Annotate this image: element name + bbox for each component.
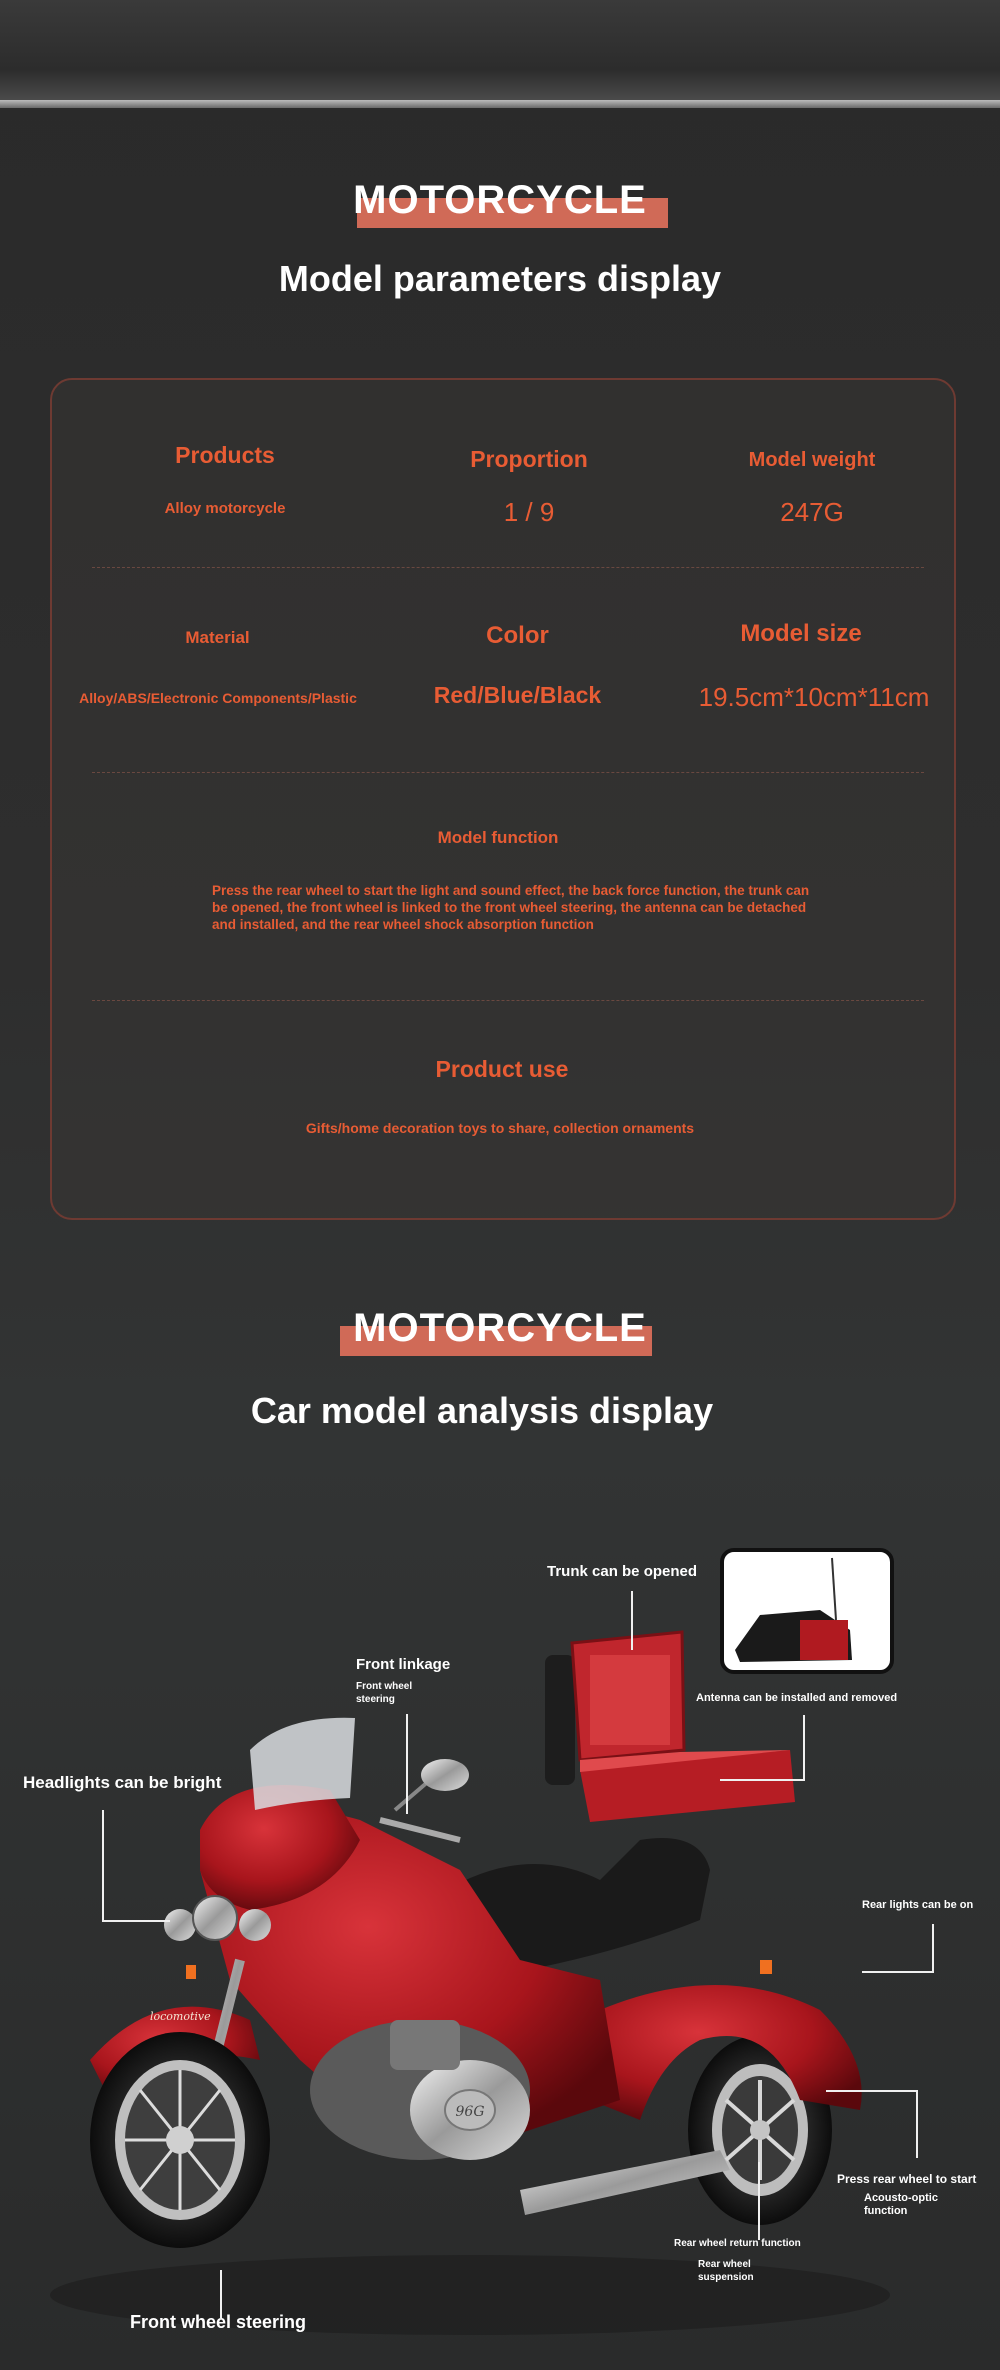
material-value: Alloy/ABS/Electronic Components/Plastic xyxy=(79,690,357,706)
divider-3 xyxy=(92,1000,924,1001)
function-value: Press the rear wheel to start the light and sound effect, the back force function, the trunk can be opened, the front wheel is linked to the front wheel steering, the antenna can be detached and installed, and the rear wheel shock absorption function xyxy=(212,883,810,932)
products-label: Products xyxy=(175,442,275,468)
section-subtitle-2: Car model analysis display xyxy=(250,1390,714,1431)
proportion-label: Proportion xyxy=(470,446,588,472)
color-label: Color xyxy=(486,622,549,649)
rear-return-callout: Rear wheel return function xyxy=(674,2238,801,2249)
divider-1 xyxy=(92,567,924,568)
use-value: Gifts/home decoration toys to share, collection ornaments xyxy=(305,1120,695,1136)
top-banner-photo xyxy=(0,0,1000,100)
headlights-callout: Headlights can be bright xyxy=(23,1773,222,1792)
front-linkage-callout: Front linkage xyxy=(356,1656,451,1673)
banner-divider-line xyxy=(0,100,1000,108)
acousto-callout: Acousto-optic function xyxy=(864,2192,938,2217)
products-value: Alloy motorcycle xyxy=(164,500,286,517)
rear-suspension-callout: Rear wheel suspension xyxy=(698,2259,754,2283)
tag-text: MOTORCYCLE xyxy=(353,1306,647,1350)
weight-label: Model weight xyxy=(748,449,876,471)
headlights-callout-line-h xyxy=(102,1920,170,1922)
proportion-value: 1 / 9 xyxy=(503,497,555,527)
section-tag-1 xyxy=(0,178,1000,223)
size-label: Model size xyxy=(740,620,862,647)
rear-lights-callout: Rear lights can be on xyxy=(862,1899,974,1911)
divider-2 xyxy=(92,772,924,773)
turn-signal xyxy=(186,1965,196,1979)
color-value: Red/Blue/Black xyxy=(433,682,602,708)
material-label: Material xyxy=(185,628,250,647)
antenna-callout: Antenna can be installed and removed xyxy=(696,1692,898,1704)
trunk-callout: Trunk can be opened xyxy=(547,1563,698,1580)
press-rear-callout: Press rear wheel to start xyxy=(837,2172,977,2186)
handlebar-mirror xyxy=(380,1759,469,1840)
front-linkage-sub-callout: Front wheel steering xyxy=(356,1681,413,1705)
front-wheel xyxy=(90,2032,270,2248)
use-label: Product use xyxy=(435,1056,569,1082)
tag-text: MOTORCYCLE xyxy=(353,178,647,222)
engine-badge: 96G xyxy=(455,2104,485,2120)
section-tag-2 xyxy=(0,1306,1000,1351)
antenna-callout-line-h xyxy=(720,1779,805,1781)
headlights-callout-line xyxy=(102,1810,104,1920)
size-value: 19.5cm*10cm*11cm xyxy=(698,682,930,712)
press-rear-callout-line-h xyxy=(826,2090,918,2092)
motorcycle-illustration xyxy=(0,1540,1000,2370)
front-linkage-callout-line xyxy=(406,1714,408,1814)
antenna-callout-line xyxy=(803,1715,805,1779)
rear-lights-callout-line-h xyxy=(862,1971,934,1973)
trunk-callout-line xyxy=(631,1591,633,1650)
rear-return-callout-line xyxy=(758,2162,760,2240)
trunk-inset-photo xyxy=(722,1550,892,1672)
rear-lights-callout-line xyxy=(932,1924,934,1972)
weight-value: 247G xyxy=(780,497,844,527)
front-steering-callout: Front wheel steering xyxy=(130,2312,307,2332)
windshield xyxy=(250,1718,355,1810)
front-steering-callout-line xyxy=(220,2270,222,2318)
press-rear-callout-line xyxy=(916,2090,918,2158)
rear-turn-signal xyxy=(760,1960,772,1974)
section-subtitle-1: Model parameters display xyxy=(278,258,722,299)
fender-script: locomotive xyxy=(150,2010,211,2023)
function-label: Model function xyxy=(437,828,559,847)
